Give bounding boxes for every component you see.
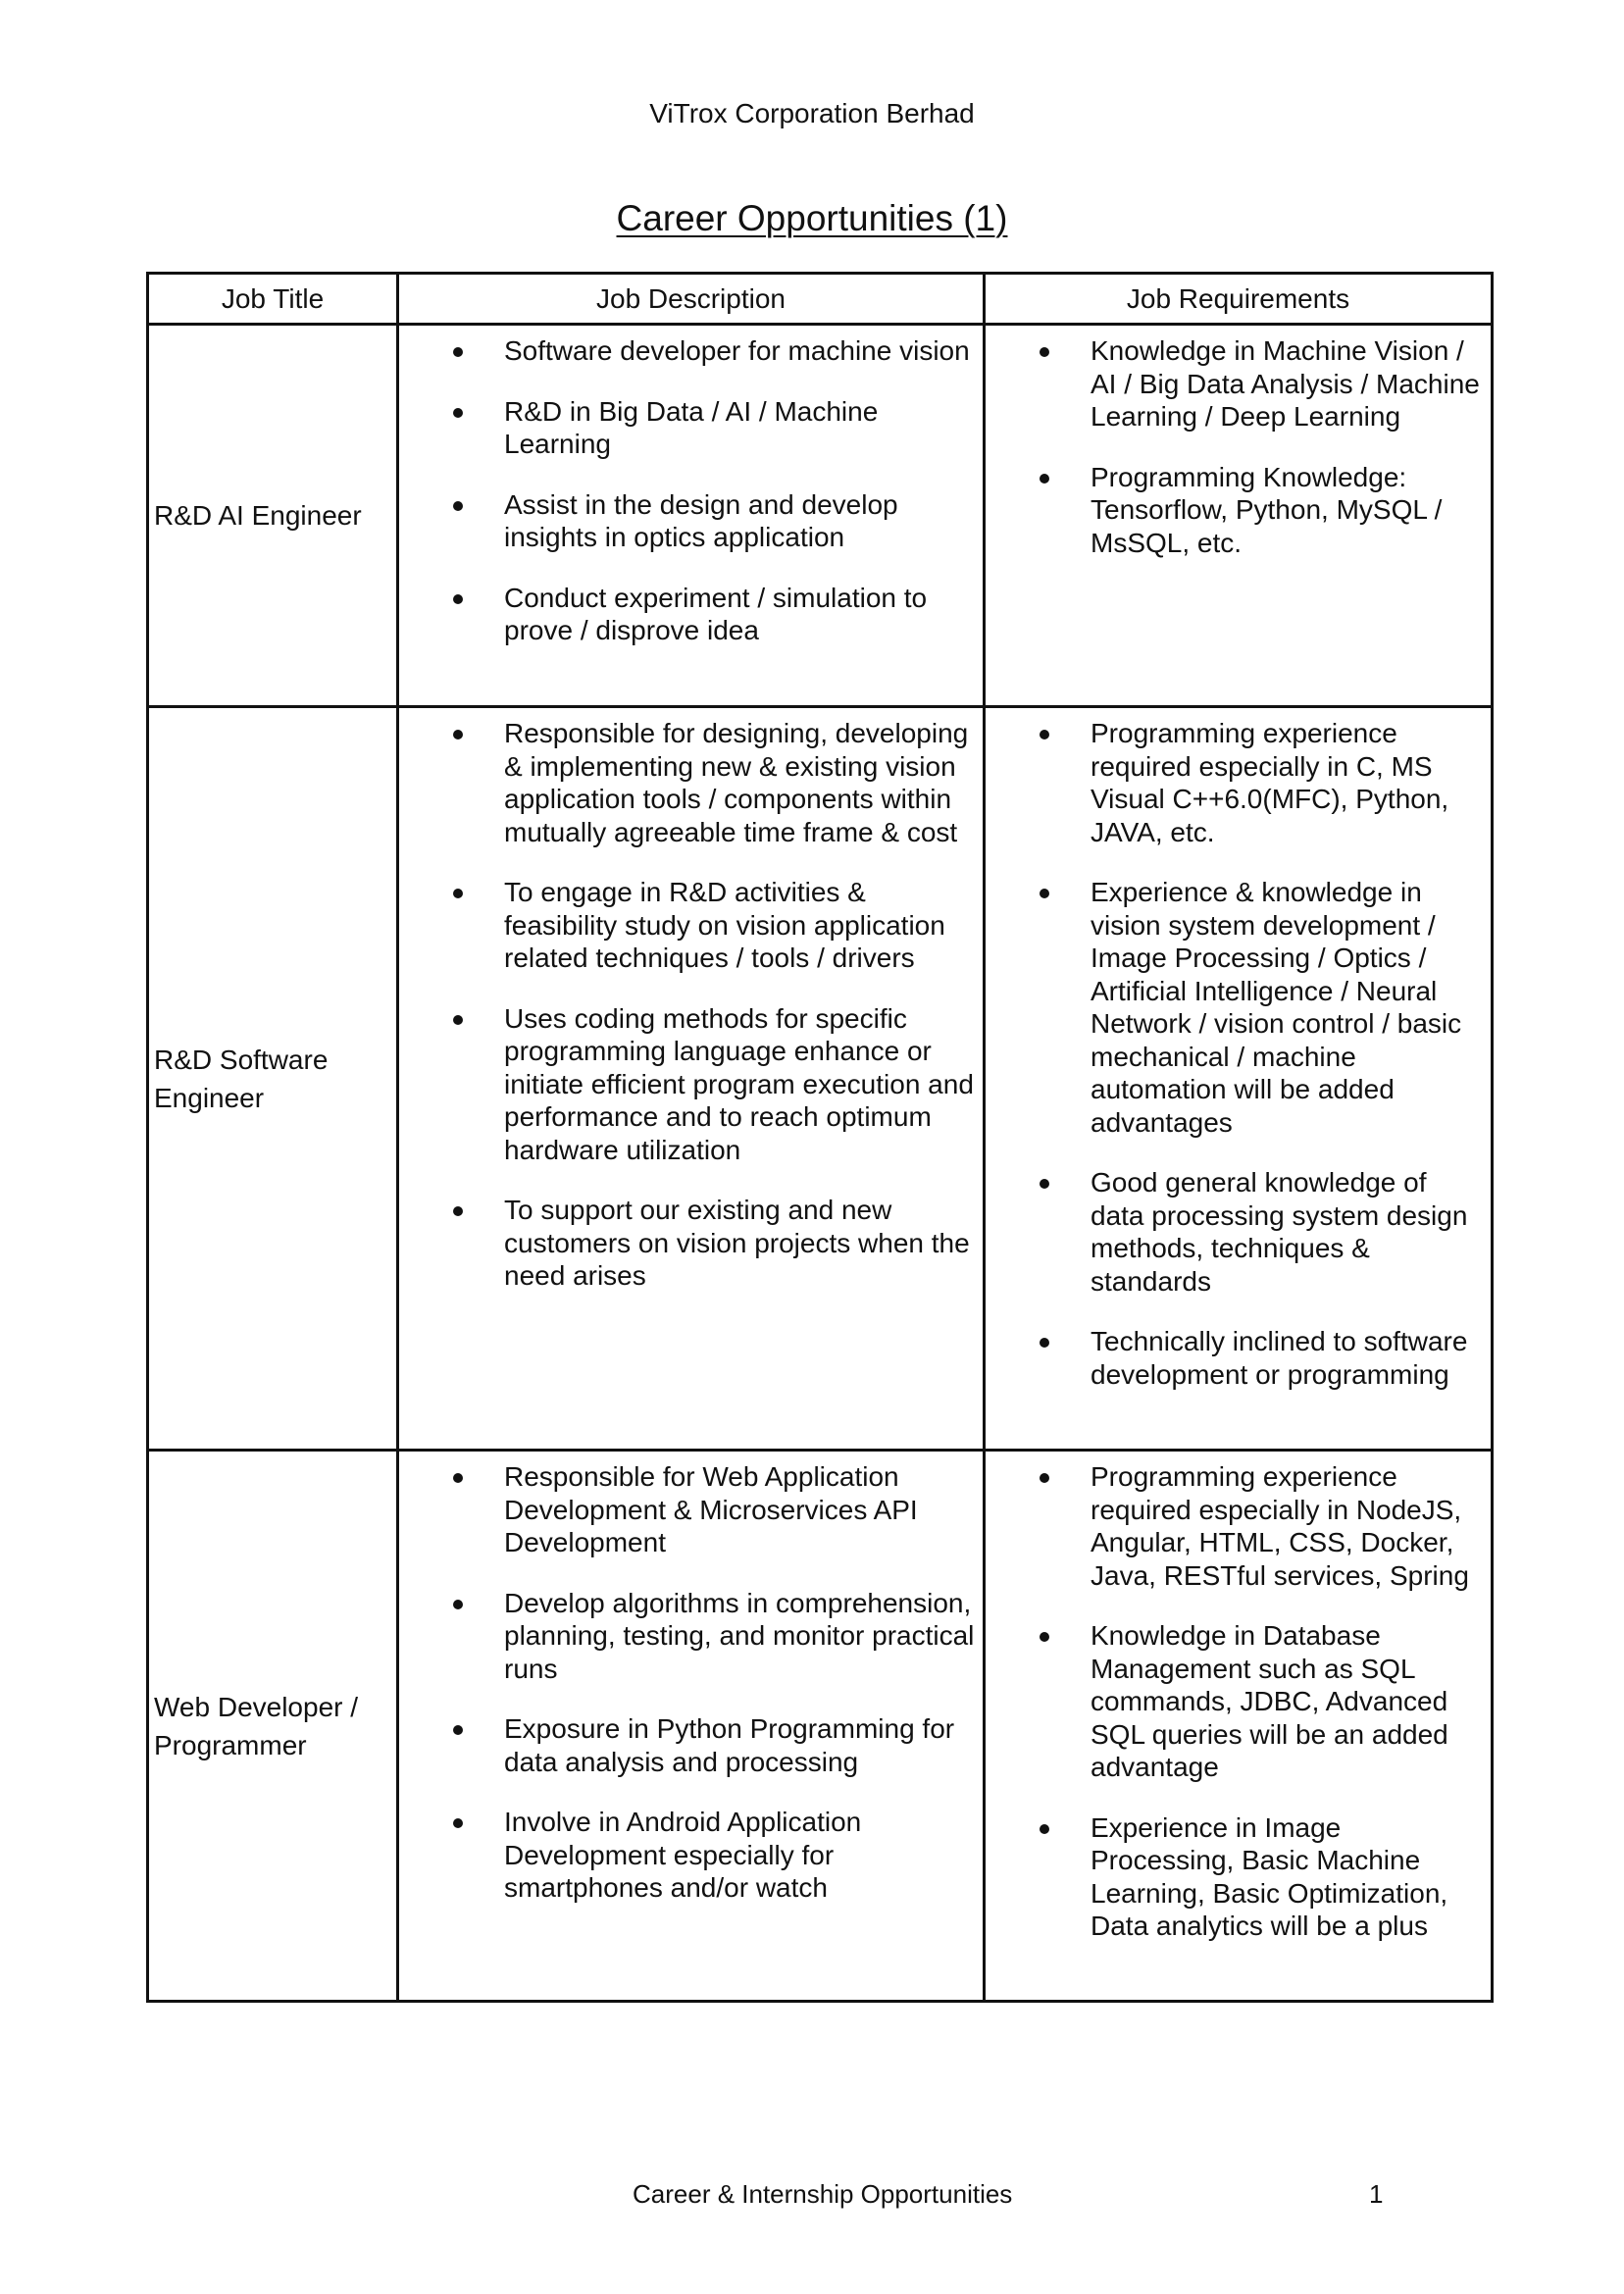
description-item [399,876,977,975]
description-item [399,334,977,368]
job-description-list [399,334,977,647]
bullet-icon [453,1473,463,1483]
bullet-icon [453,1600,463,1609]
requirement-text: Knowledge in Database Management such as SQL commands, JDBC, Advanced SQL queries will be an added advantage [1091,1620,1448,1782]
bullet-icon [1040,1473,1049,1483]
bullet-icon [453,1818,463,1828]
footer-text: Career & Internship Opportunities [633,2179,1013,2209]
description-text: Involve in Android Application Development especially for smartphones and/or watch [504,1807,862,1903]
bullet-icon [1040,1179,1049,1189]
bullet-icon [1040,889,1049,898]
description-item [399,1194,977,1293]
description-text: Uses coding methods for specific programming language enhance or initiate efficient program execution and performance and to reach optimum hardware utilization [504,1002,974,1165]
requirement-text: Experience in Image Processing, Basic Machine Learning, Basic Optimization, Data analytics will be a plus [1091,1811,1448,1941]
requirement-text: Good general knowledge of data processing system design methods, techniques & standards [1091,1167,1468,1297]
bullet-icon [453,1206,463,1216]
column-header-job-requirements: Job Requirements [985,274,1493,325]
requirement-item [986,1619,1485,1784]
column-header-job-description: Job Description [398,274,985,325]
description-text: Exposure in Python Programming for data analysis and processing [504,1713,955,1777]
job-requirements-list [986,1460,1485,1943]
job-requirements-list [986,717,1485,1391]
column-header-job-title: Job Title [148,274,398,325]
requirement-item [986,1811,1485,1943]
requirement-item [986,1166,1485,1298]
job-description-list [399,1460,977,1905]
job-requirements-cell [985,325,1493,707]
bullet-icon [453,730,463,739]
page-title-text: Career Opportunities (1) [616,198,1008,238]
requirement-item [986,1460,1485,1592]
job-requirements-cell [985,1451,1493,2002]
table-row [148,1451,1493,2002]
description-text: Conduct experiment / simulation to prove / disprove idea [504,582,928,645]
bullet-icon [453,347,463,357]
page-number: 1 [1369,2179,1384,2209]
description-text: Responsible for designing, developing & implementing new & existing vision application tools / components within mutually agreeable time frame & cost [504,718,969,847]
job-description-cell [398,1451,985,2002]
requirement-item [986,1325,1485,1391]
bullet-icon [453,408,463,418]
description-item [399,1002,977,1167]
description-item [399,1460,977,1559]
description-text: Develop algorithms in comprehension, planning, testing, and monitor practical runs [504,1587,975,1684]
job-title-cell: R&D Software Engineer [148,707,398,1451]
description-item [399,717,977,848]
requirement-item [986,717,1485,848]
description-text: To engage in R&D activities & feasibility study on vision application related techniques / tools / drivers [504,877,945,973]
job-requirements-cell [985,707,1493,1451]
description-item [399,1806,977,1905]
requirement-text: Programming experience required especially in NodeJS, Angular, HTML, CSS, Docker, Java, RESTful services, Spring [1091,1461,1469,1591]
job-description-list [399,717,977,1293]
requirement-item [986,461,1485,560]
requirement-text: Experience & knowledge in vision system development / Image Processing / Optics / Artificial Intelligence / Neural Network / vision control / basic mechanical / machine automation will be added advantages [1091,877,1462,1138]
requirement-item [986,876,1485,1139]
description-text: To support our existing and new customers on vision projects when the need arises [504,1195,970,1291]
requirement-text: Programming experience required especially in C, MS Visual C++6.0(MFC), Python, JAVA, etc. [1091,718,1449,847]
bullet-icon [1040,1824,1049,1834]
table-row [148,325,1493,707]
bullet-icon [453,594,463,604]
description-text: Software developer for machine vision [504,335,970,366]
description-item [399,582,977,647]
table-header-row [148,274,1493,325]
bullet-icon [453,501,463,511]
job-title-cell: R&D AI Engineer [148,325,398,707]
job-title-cell: Web Developer / Programmer [148,1451,398,2002]
bullet-icon [453,1725,463,1735]
job-requirements-list [986,334,1485,559]
description-item [399,1587,977,1686]
bullet-icon [1040,730,1049,739]
bullet-icon [453,1015,463,1025]
career-table [146,272,1494,2003]
requirement-text: Programming Knowledge: Tensorflow, Python, MySQL / MsSQL, etc. [1091,461,1443,558]
description-item [399,1712,977,1778]
description-text: R&D in Big Data / AI / Machine Learning [504,395,879,459]
bullet-icon [1040,474,1049,484]
requirement-text: Technically inclined to software development or programming [1091,1326,1468,1390]
job-description-cell [398,707,985,1451]
bullet-icon [1040,1338,1049,1348]
description-text: Responsible for Web Application Development & Microservices API Development [504,1461,918,1557]
page-title [0,196,1624,241]
description-text: Assist in the design and develop insights in optics application [504,488,898,552]
job-description-cell [398,325,985,707]
description-item [399,395,977,461]
bullet-icon [1040,347,1049,357]
bullet-icon [453,889,463,898]
bullet-icon [1040,1632,1049,1642]
description-item [399,488,977,554]
table-row [148,707,1493,1451]
page-header: ViTrox Corporation Berhad [649,98,975,128]
requirement-text: Knowledge in Machine Vision / AI / Big Data Analysis / Machine Learning / Deep Learning [1091,335,1480,432]
requirement-item [986,334,1485,433]
